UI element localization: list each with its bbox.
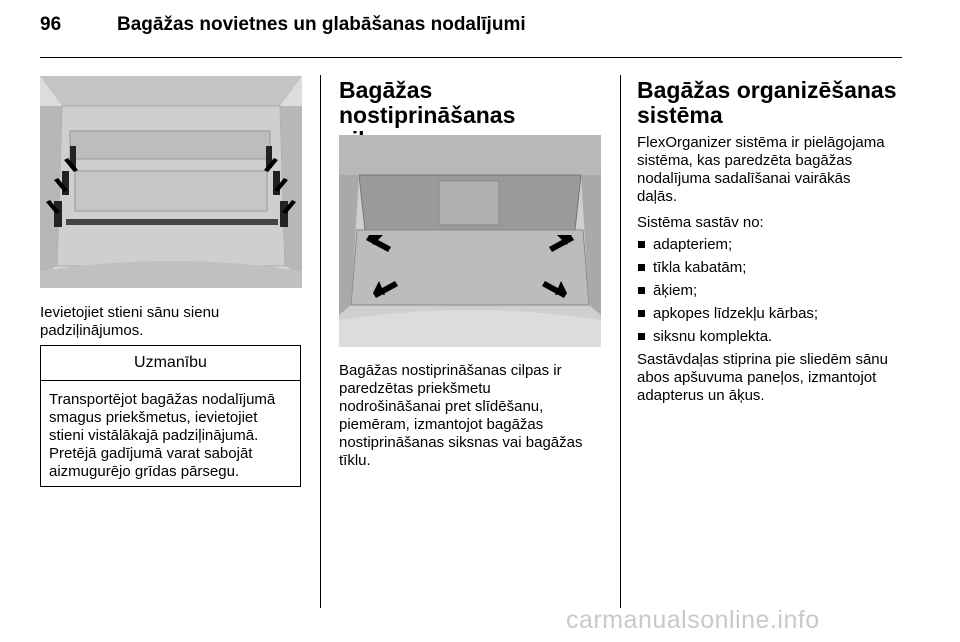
page-title: Bagāžas novietnes un glabāšanas nodalījumi — [117, 14, 526, 35]
body-line: FlexOrganizer sistēma ir pielāgojama — [637, 134, 885, 151]
column-divider — [320, 75, 321, 608]
body-line: nodrošināšanai pret slīdēšanu, — [339, 398, 544, 415]
heading-line: Bagāžas nostiprināšanas — [339, 77, 516, 128]
body-line: piemēram, izmantojot bagāžas — [339, 416, 544, 433]
list-item — [637, 279, 907, 302]
body-line: nostiprināšanas siksnas vai bagāžas — [339, 434, 583, 451]
list-item-text: adapteriem; — [653, 236, 733, 253]
body-line: abos apšuvuma paneļos, izmantojot — [637, 369, 877, 386]
column-divider — [620, 75, 621, 608]
list-item-text: apkopes līdzekļu kārbas; — [653, 305, 819, 322]
body-line: tīklu. — [339, 452, 371, 469]
bullet-icon — [638, 241, 645, 248]
body-line: Sastāvdaļas stiprina pie sliedēm sānu — [637, 351, 888, 368]
caution-line: aizmugurējo grīdas pārsegu. — [49, 463, 240, 480]
body-line: nodalījuma sadalīšanai vairākās — [637, 170, 851, 187]
body-line: paredzētas priekšmetu — [339, 380, 491, 397]
component-list — [637, 233, 907, 348]
lashing-eyes-text — [339, 362, 619, 470]
caution-text — [41, 381, 300, 481]
body-line: daļās. — [637, 188, 678, 205]
body-line: sistēma, kas paredzēta bagāžas — [637, 152, 853, 169]
heading-line: Bagāžas organizēšanas — [637, 77, 897, 103]
caption-line: Ievietojiet stieni sānu sienu — [40, 304, 220, 321]
caution-box — [40, 345, 301, 487]
caption-line: padziļinājumos. — [40, 322, 144, 339]
bullet-icon — [638, 310, 645, 317]
watermark: carmanualsonline.info — [566, 606, 820, 634]
organizer-outro — [637, 351, 907, 405]
caution-line: stieni vistālākajā padziļinājumā. — [49, 427, 259, 444]
list-item — [637, 325, 907, 348]
list-item — [637, 302, 907, 325]
organizer-section — [637, 78, 907, 405]
list-intro: Sistēma sastāv no: — [637, 214, 764, 231]
list-item — [637, 233, 907, 256]
list-item-text: tīkla kabatām; — [653, 259, 747, 276]
header-rule — [40, 57, 902, 58]
organizer-intro — [637, 134, 907, 206]
caution-line: Pretējā gadījumā varat sabojāt — [49, 445, 253, 462]
bullet-icon — [638, 287, 645, 294]
rod-caption — [40, 304, 310, 340]
heading-line: sistēma — [637, 102, 723, 128]
caution-line: Transportējot bagāžas nodalījumā — [49, 391, 276, 408]
cargo-rod-illustration — [40, 76, 302, 288]
list-item — [637, 256, 907, 279]
lashing-eyes-illustration — [339, 135, 601, 347]
list-item-text: siksnu komplekta. — [653, 328, 773, 345]
bullet-icon — [638, 264, 645, 271]
page-number: 96 — [40, 14, 62, 35]
caution-line: smagus priekšmetus, ievietojiet — [49, 409, 258, 426]
list-item-text: āķiem; — [653, 282, 698, 299]
body-line: Bagāžas nostiprināšanas cilpas ir — [339, 362, 562, 379]
body-line: adapterus un āķus. — [637, 387, 765, 404]
caution-title: Uzmanību — [41, 346, 300, 381]
bullet-icon — [638, 333, 645, 340]
